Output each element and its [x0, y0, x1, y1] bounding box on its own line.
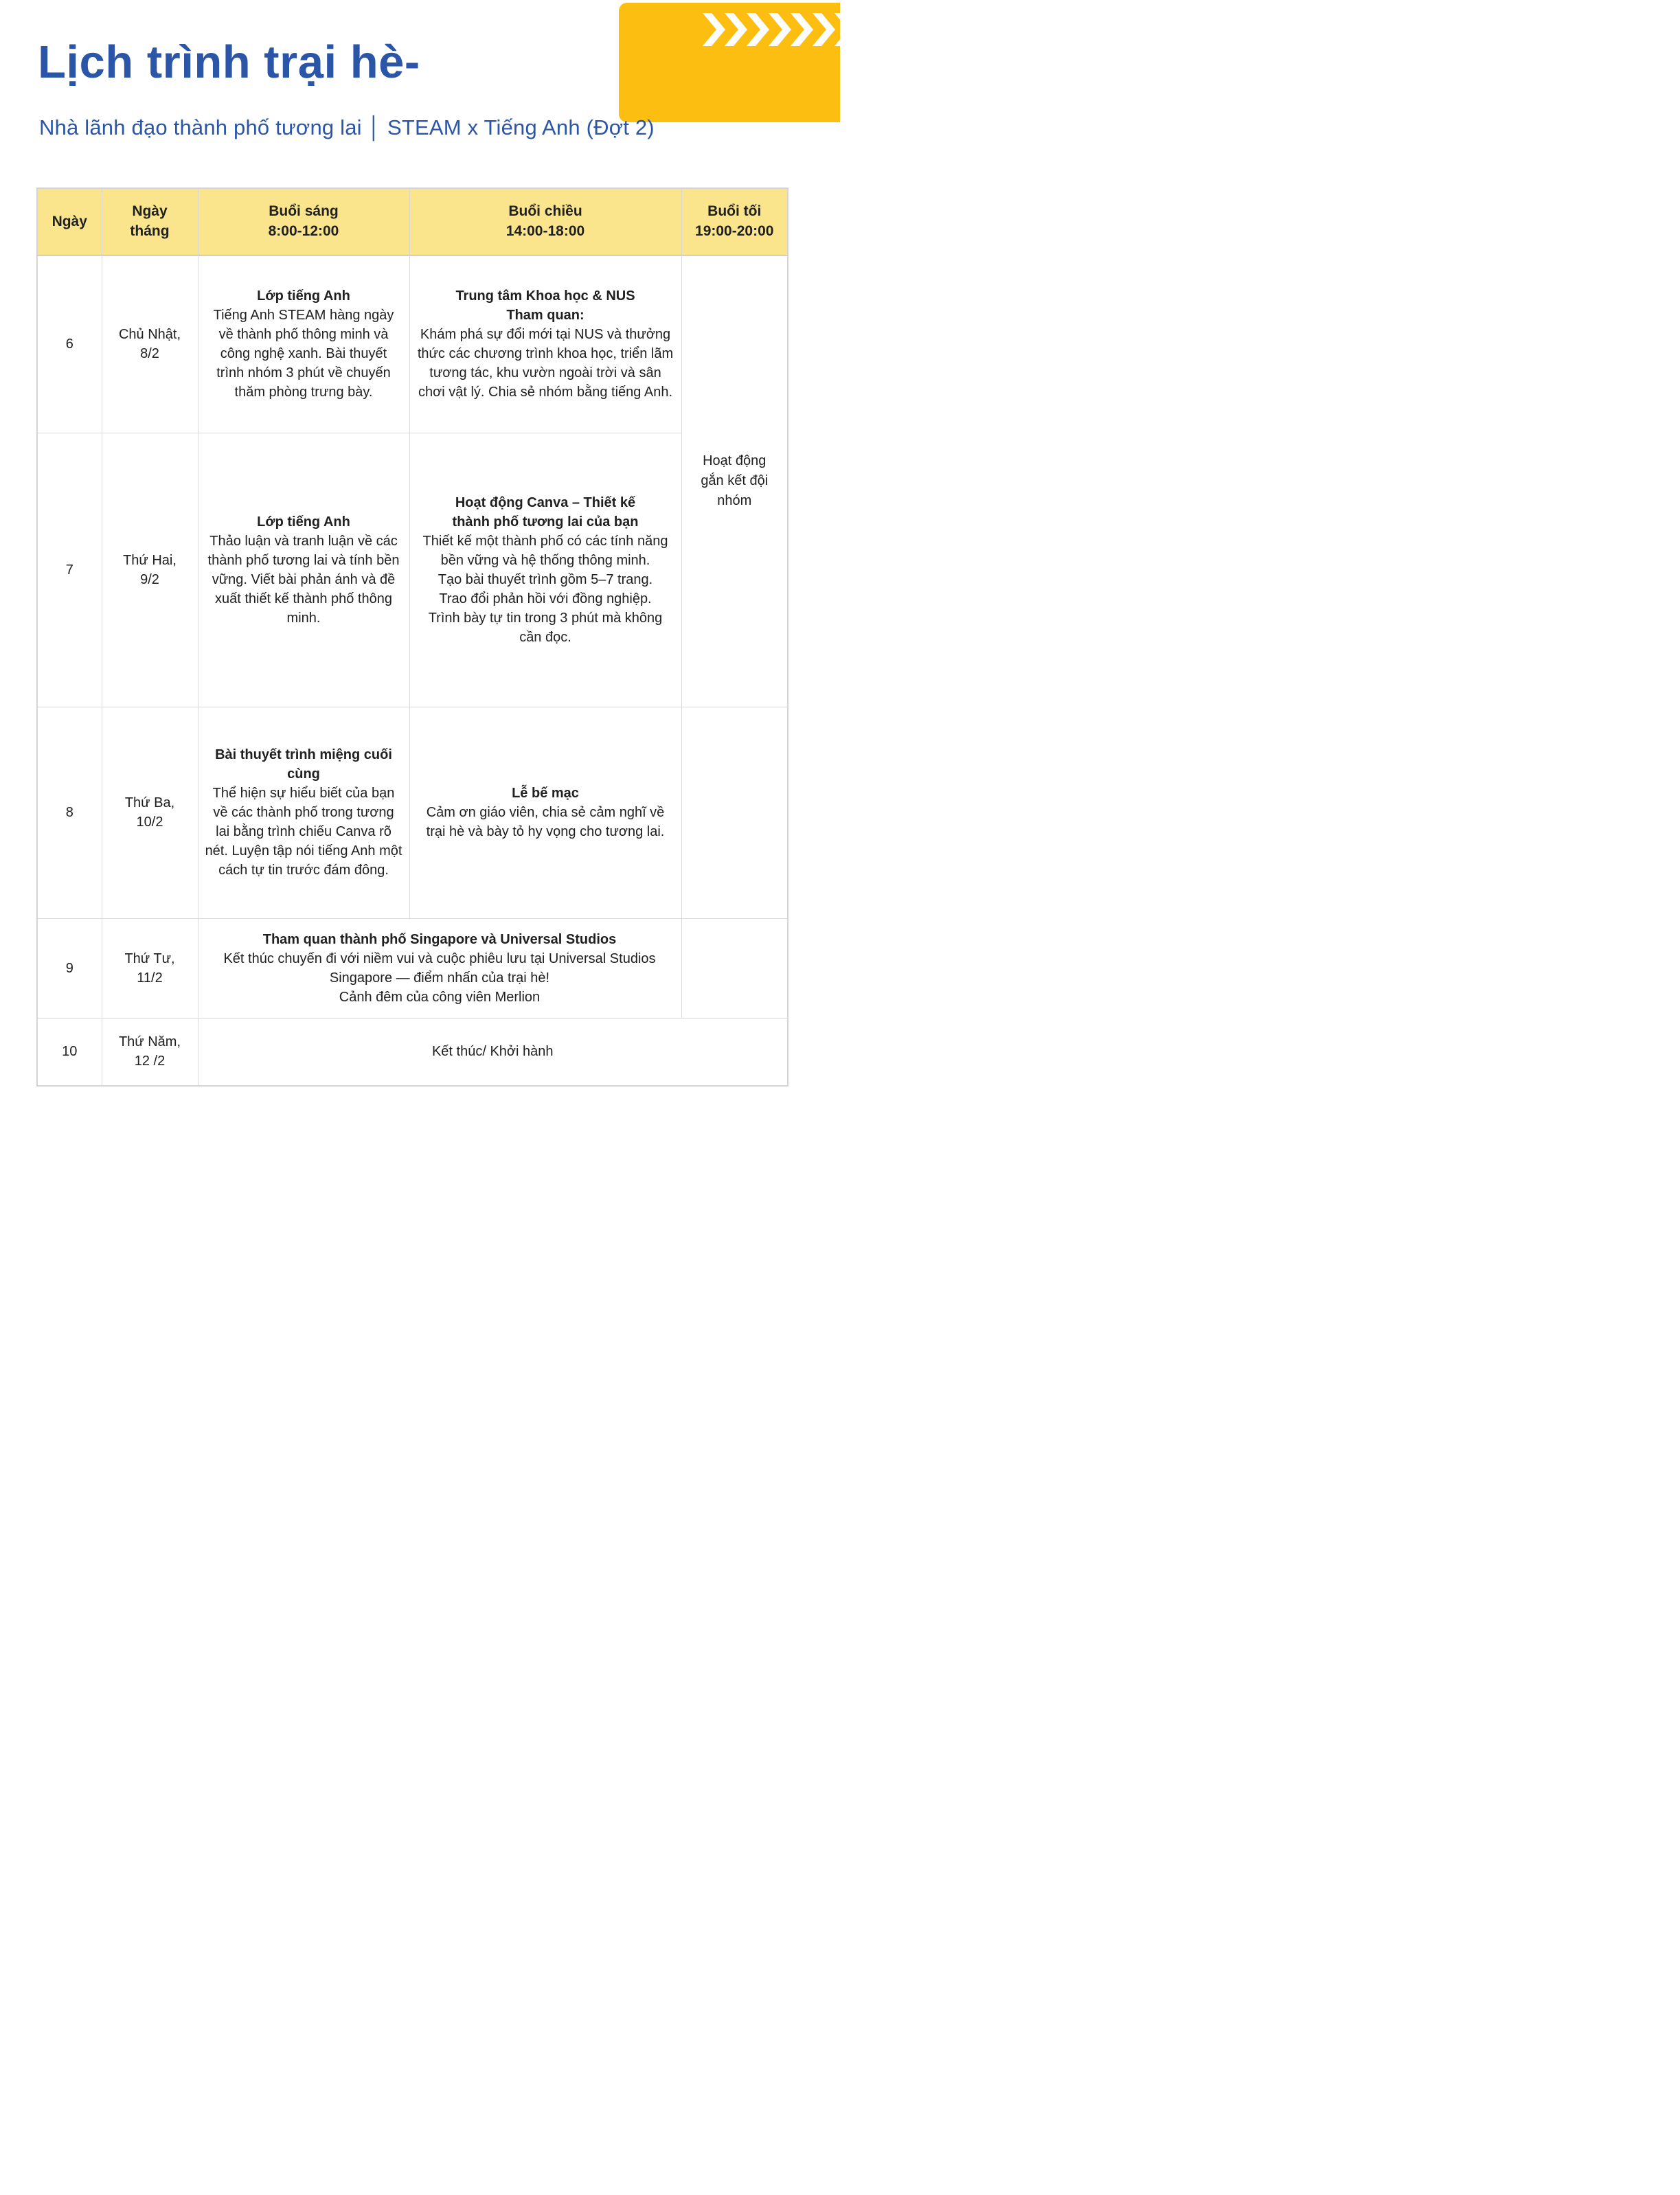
date-cell	[102, 255, 198, 433]
cell-body: Khám phá sự đổi mới tại NUS và thưởng thức các chương trình khoa học, triển lãm tương tác, khu vườn ngoài trời và sân chơi vật lý. Chia sẻ nhóm bằng tiếng Anh.	[417, 327, 674, 400]
day-cell: 9	[37, 918, 102, 1018]
cell-heading: Lớp tiếng Anh	[257, 514, 350, 530]
trip-cell	[198, 918, 681, 1018]
chevron-right-arrows-icon	[703, 13, 840, 46]
evening-cell-empty	[681, 918, 788, 1018]
date-line1: Thứ Hai,	[123, 552, 177, 568]
date-cell	[102, 433, 198, 707]
cell-body-line: Trao đổi phản hồi với đồng nghiệp.	[439, 591, 652, 606]
table-row-day8	[37, 707, 788, 918]
column-header-label: Buổi chiều	[508, 203, 582, 220]
column-header-afternoon	[409, 188, 681, 255]
afternoon-cell	[409, 707, 681, 918]
column-header-sub: 14:00-18:00	[506, 223, 585, 239]
decorative-yellow-banner	[619, 3, 840, 122]
page-subtitle: Nhà lãnh đạo thành phố tương lai │ STEAM x Tiếng Anh (Đợt 2)	[39, 115, 655, 139]
page-title: Lịch trình trại hè-	[38, 36, 420, 88]
afternoon-cell	[409, 433, 681, 707]
evening-cell	[681, 255, 788, 707]
cell-body-line: Trình bày tự tin trong 3 phút mà không cần đọc.	[428, 610, 663, 645]
cell-body-line: Tạo bài thuyết trình gồm 5–7 trang.	[438, 571, 653, 587]
column-header-label: Ngày	[132, 203, 168, 220]
morning-cell	[198, 707, 409, 918]
column-header-sub: tháng	[130, 223, 170, 239]
table-row-day6	[37, 255, 788, 433]
cell-body-line: Cảnh đêm của công viên Merlion	[339, 989, 541, 1005]
cell-heading: Tham quan thành phố Singapore và Universal Studios	[262, 931, 617, 947]
cell-body: Thảo luận và tranh luận về các thành phố tương lai và tính bền vững. Viết bài phản ánh và đề xuất thiết kế thành phố thông minh.	[207, 533, 400, 626]
cell-body: Tiếng Anh STEAM hàng ngày về thành phố thông minh và công nghệ xanh. Bài thuyết trình nhóm 3 phút về chuyến thăm phòng trưng bày.	[213, 308, 394, 400]
date-line1: Chủ Nhật,	[118, 327, 181, 343]
column-header-date	[102, 188, 198, 255]
date-line1: Thứ Năm,	[118, 1034, 181, 1050]
table-row-day7	[37, 433, 788, 707]
day-cell: 6	[37, 255, 102, 433]
cell-body-line: Thiết kế một thành phố có các tính năng bền vững và hệ thống thông minh.	[422, 533, 668, 568]
cell-heading: Hoạt động Canva – Thiết kế thành phố tương lai của bạn	[452, 494, 639, 530]
morning-cell	[198, 255, 409, 433]
schedule-page	[0, 0, 840, 1098]
date-cell	[102, 918, 198, 1018]
header-row	[37, 188, 788, 255]
day-cell: 10	[37, 1018, 102, 1086]
column-header-label: Buổi tối	[707, 203, 762, 220]
evening-cell-empty	[681, 707, 788, 918]
column-header-day	[37, 188, 102, 255]
cell-body: Hoạt động gắn kết đội nhóm	[701, 453, 769, 509]
date-line2: 10/2	[136, 815, 163, 830]
date-line2: 12 /2	[134, 1054, 166, 1069]
day-cell: 8	[37, 707, 102, 918]
day-cell: 7	[37, 433, 102, 707]
date-cell	[102, 707, 198, 918]
cell-body: Thể hiện sự hiểu biết của bạn về các thành phố trong tương lai bằng trình chiếu Canva rõ nét. Luyện tập nói tiếng Anh một cách tự tin trước đám đông.	[205, 786, 402, 878]
date-cell	[102, 1018, 198, 1086]
cell-heading: Lễ bế mạc	[512, 786, 579, 801]
column-header-label: Ngày	[52, 213, 87, 229]
date-line2: 11/2	[137, 970, 163, 986]
afternoon-cell	[409, 255, 681, 433]
column-header-label: Buổi sáng	[269, 203, 339, 220]
column-header-sub: 8:00-12:00	[268, 223, 339, 239]
column-header-evening	[681, 188, 788, 255]
cell-heading: Lớp tiếng Anh	[257, 288, 350, 304]
date-line1: Thứ Tư,	[124, 951, 175, 966]
table-row-day9	[37, 918, 788, 1018]
cell-body: Cảm ơn giáo viên, chia sẻ cảm nghĩ về trại hè và bày tỏ hy vọng cho tương lai.	[426, 805, 665, 839]
cell-body-line: Kết thúc chuyến đi với niềm vui và cuộc phiêu lưu tại Universal Studios Singapore — điểm nhấn của trại hè!	[223, 951, 656, 986]
schedule-table	[36, 187, 788, 1087]
cell-heading: Trung tâm Khoa học & NUS Tham quan:	[455, 288, 635, 323]
table-row-day10	[37, 1018, 788, 1086]
column-header-sub: 19:00-20:00	[695, 223, 774, 239]
date-line2: 9/2	[140, 571, 159, 587]
note-cell: Kết thúc/ Khởi hành	[198, 1018, 788, 1086]
cell-heading: Bài thuyết trình miệng cuối cùng	[215, 747, 392, 782]
date-line1: Thứ Ba,	[124, 795, 175, 810]
morning-cell	[198, 433, 409, 707]
date-line2: 8/2	[140, 346, 159, 362]
column-header-morning	[198, 188, 409, 255]
